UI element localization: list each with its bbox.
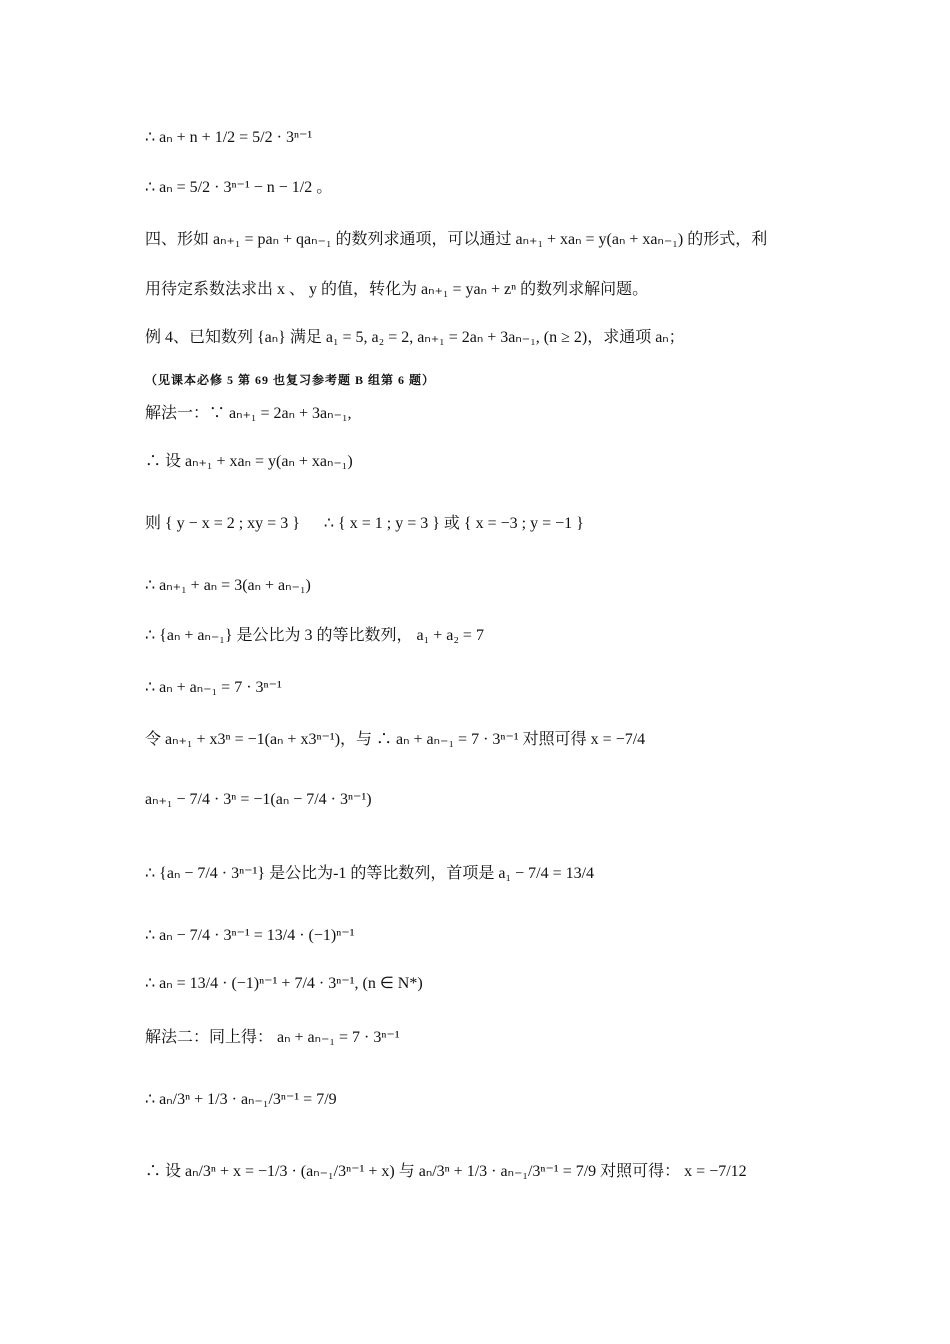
line-13: 令 aₙ₊₁ + x3ⁿ = −1(aₙ + x3ⁿ⁻¹)，与 ∴ aₙ + aₙ₋₁ = 7 · 3ⁿ⁻¹ 对照可得 x = −7/4 <box>145 731 646 748</box>
line-12: ∴ aₙ + aₙ₋₁ = 7 · 3ⁿ⁻¹ <box>145 679 282 696</box>
line-07: 解法一：∵ aₙ₊₁ = 2aₙ + 3aₙ₋₁, <box>145 405 352 422</box>
line-19: ∴ aₙ/3ⁿ + 1/3 · aₙ₋₁/3ⁿ⁻¹ = 7/9 <box>145 1091 337 1108</box>
line-14: aₙ₊₁ − 7/4 · 3ⁿ = −1(aₙ − 7/4 · 3ⁿ⁻¹) <box>145 791 372 808</box>
line-09: 则 { y − x = 2 ; xy = 3 } ∴ { x = 1 ; y = 3 } 或 { x = −3 ; y = −1 } <box>145 515 584 532</box>
line-10: ∴ aₙ₊₁ + aₙ = 3(aₙ + aₙ₋₁) <box>145 577 311 594</box>
line-15: ∴ {aₙ − 7/4 · 3ⁿ⁻¹} 是公比为-1 的等比数列，首项是 a₁ − 7/4 = 13/4 <box>145 865 595 882</box>
line-11: ∴ {aₙ + aₙ₋₁} 是公比为 3 的等比数列， a₁ + a₂ = 7 <box>145 627 484 644</box>
line-05: 例 4、已知数列 {aₙ} 满足 a₁ = 5, a₂ = 2, aₙ₊₁ = 2aₙ + 3aₙ₋₁, (n ≥ 2)，求通项 aₙ； <box>145 329 685 346</box>
line-17: ∴ aₙ = 13/4 · (−1)ⁿ⁻¹ + 7/4 · 3ⁿ⁻¹, (n ∈ N*) <box>145 975 423 992</box>
line-08: ∴ 设 aₙ₊₁ + xaₙ = y(aₙ + xaₙ₋₁) <box>145 453 353 470</box>
line-06: （见课本必修 5 第 69 也复习参考题 B 组第 6 题） <box>145 373 436 387</box>
line-02: ∴ aₙ = 5/2 · 3ⁿ⁻¹ − n − 1/2 。 <box>145 179 333 196</box>
line-20: ∴ 设 aₙ/3ⁿ + x = −1/3 · (aₙ₋₁/3ⁿ⁻¹ + x) 与 aₙ/3ⁿ + 1/3 · aₙ₋₁/3ⁿ⁻¹ = 7/9 对照可得： x = −7/12 <box>145 1163 747 1180</box>
line-01: ∴ aₙ + n + 1/2 = 5/2 · 3ⁿ⁻¹ <box>145 129 313 146</box>
line-18: 解法二：同上得： aₙ + aₙ₋₁ = 7 · 3ⁿ⁻¹ <box>145 1029 400 1046</box>
line-04: 用待定系数法求出 x 、 y 的值，转化为 aₙ₊₁ = yaₙ + zⁿ 的数列求解问题。 <box>145 281 649 298</box>
line-16: ∴ aₙ − 7/4 · 3ⁿ⁻¹ = 13/4 · (−1)ⁿ⁻¹ <box>145 927 355 944</box>
line-03: 四、形如 aₙ₊₁ = paₙ + qaₙ₋₁ 的数列求通项，可以通过 aₙ₊₁ + xaₙ = y(aₙ + xaₙ₋₁) 的形式，利 <box>145 231 768 248</box>
